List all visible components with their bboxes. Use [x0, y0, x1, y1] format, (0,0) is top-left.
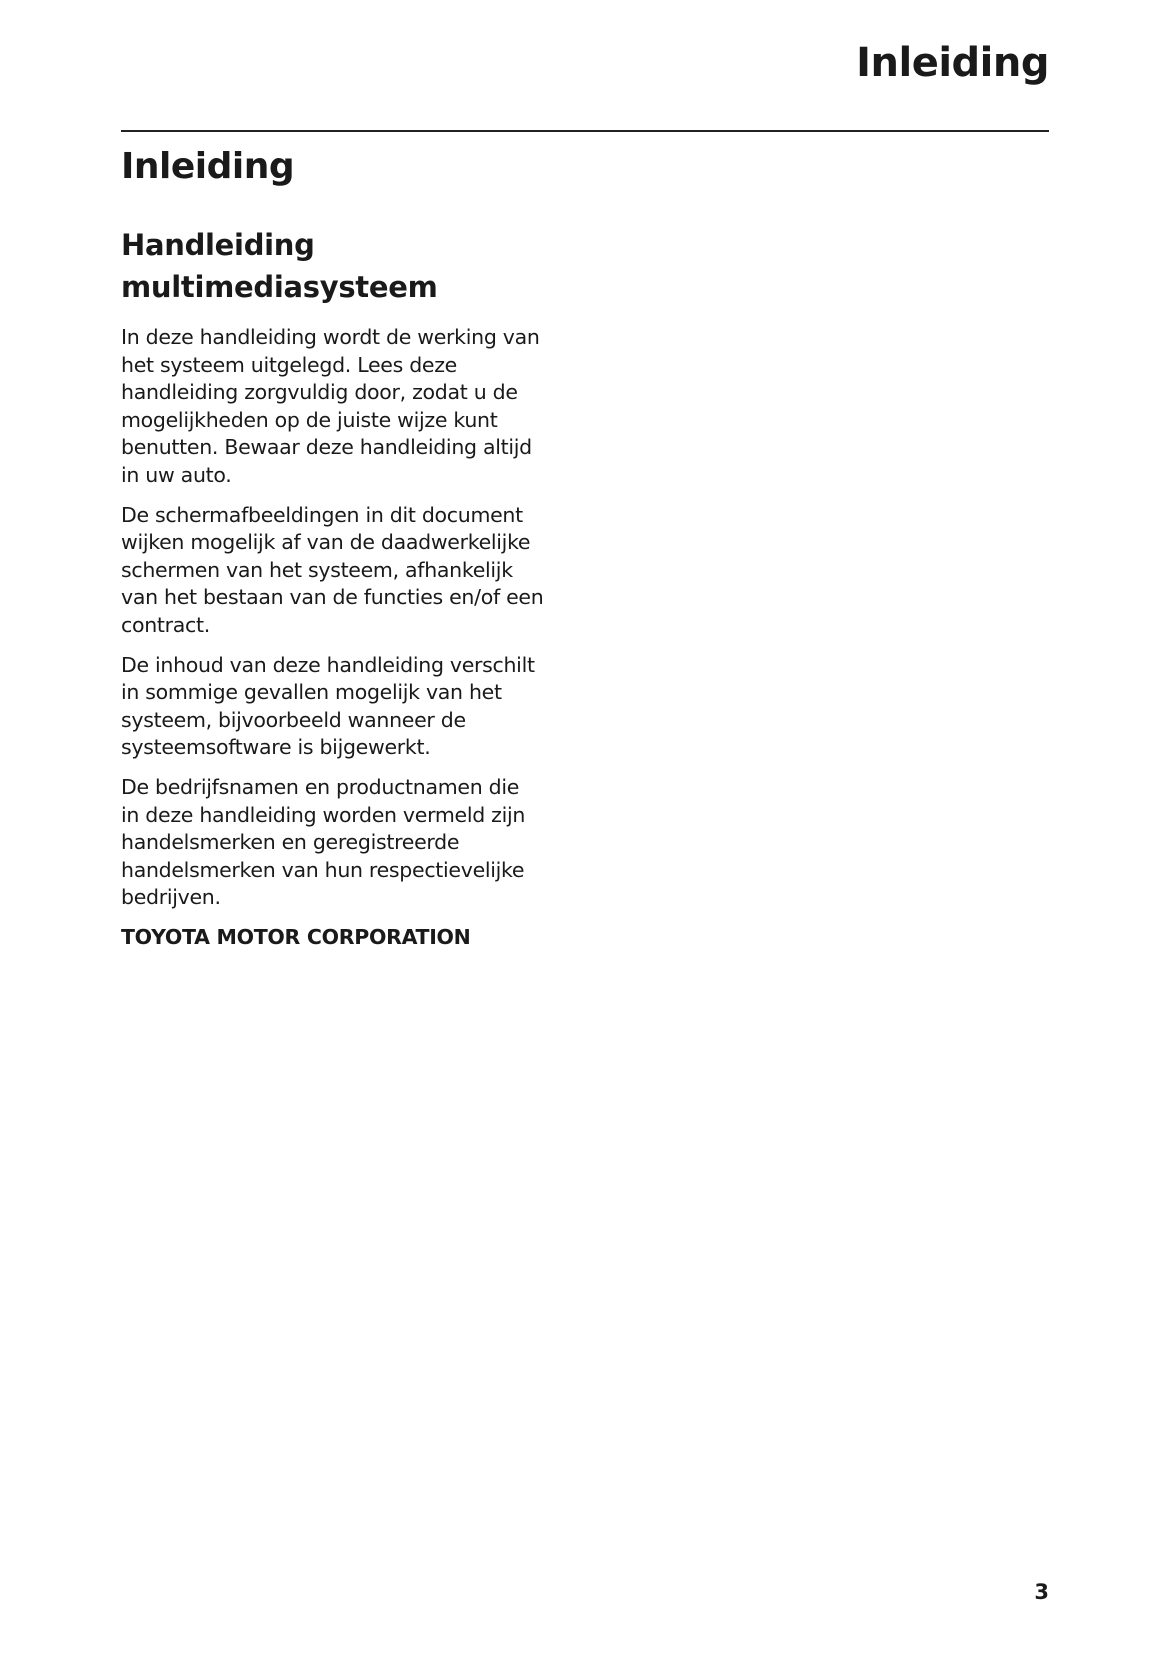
- paragraph-line: contract.: [121, 612, 210, 637]
- paragraph: [121, 652, 543, 762]
- running-header-title: Inleiding: [856, 40, 1049, 86]
- page-title: Inleiding: [121, 146, 295, 187]
- body-text: [121, 324, 543, 951]
- paragraph: [121, 774, 543, 912]
- section-title-line: Handleiding: [121, 228, 315, 262]
- section-title: [121, 224, 438, 308]
- paragraph-line: mogelijkheden op de juiste wijze kunt: [121, 407, 498, 432]
- paragraph-line: handelsmerken en geregistreerde: [121, 830, 460, 855]
- paragraph-line: in sommige gevallen mogelijk van het: [121, 680, 502, 705]
- page-number: 3: [1034, 1580, 1049, 1604]
- paragraph-line: De schermafbeeldingen in dit document: [121, 502, 523, 527]
- paragraph-line: benutten. Bewaar deze handleiding altijd: [121, 435, 532, 460]
- paragraph-line: systeemsoftware is bijgewerkt.: [121, 735, 431, 760]
- paragraph-line: handleiding zorgvuldig door, zodat u de: [121, 380, 518, 405]
- paragraph: [121, 324, 543, 490]
- paragraph-line: De bedrijfsnamen en productnamen die: [121, 774, 520, 799]
- paragraph-line: schermen van het systeem, afhankelijk: [121, 557, 513, 582]
- paragraph: [121, 502, 543, 640]
- paragraph-line: van het bestaan van de functies en/of een: [121, 585, 544, 610]
- paragraph-line: De inhoud van deze handleiding verschilt: [121, 652, 535, 677]
- header-divider: [121, 130, 1049, 132]
- paragraph-line: handelsmerken van hun respectievelijke: [121, 857, 525, 882]
- paragraph-line: In deze handleiding wordt de werking van: [121, 325, 540, 349]
- paragraph-line: het systeem uitgelegd. Lees deze: [121, 352, 457, 377]
- section-title-line: multimediasysteem: [121, 270, 438, 304]
- paragraph-line: bedrijven.: [121, 885, 221, 910]
- company-name: TOYOTA MOTOR CORPORATION: [121, 924, 471, 949]
- paragraph-line: in uw auto.: [121, 462, 232, 487]
- paragraph-line: systeem, bijvoorbeeld wanneer de: [121, 707, 466, 732]
- paragraph-line: in deze handleiding worden vermeld zijn: [121, 802, 526, 827]
- paragraph-line: wijken mogelijk af van de daadwerkelijke: [121, 530, 531, 555]
